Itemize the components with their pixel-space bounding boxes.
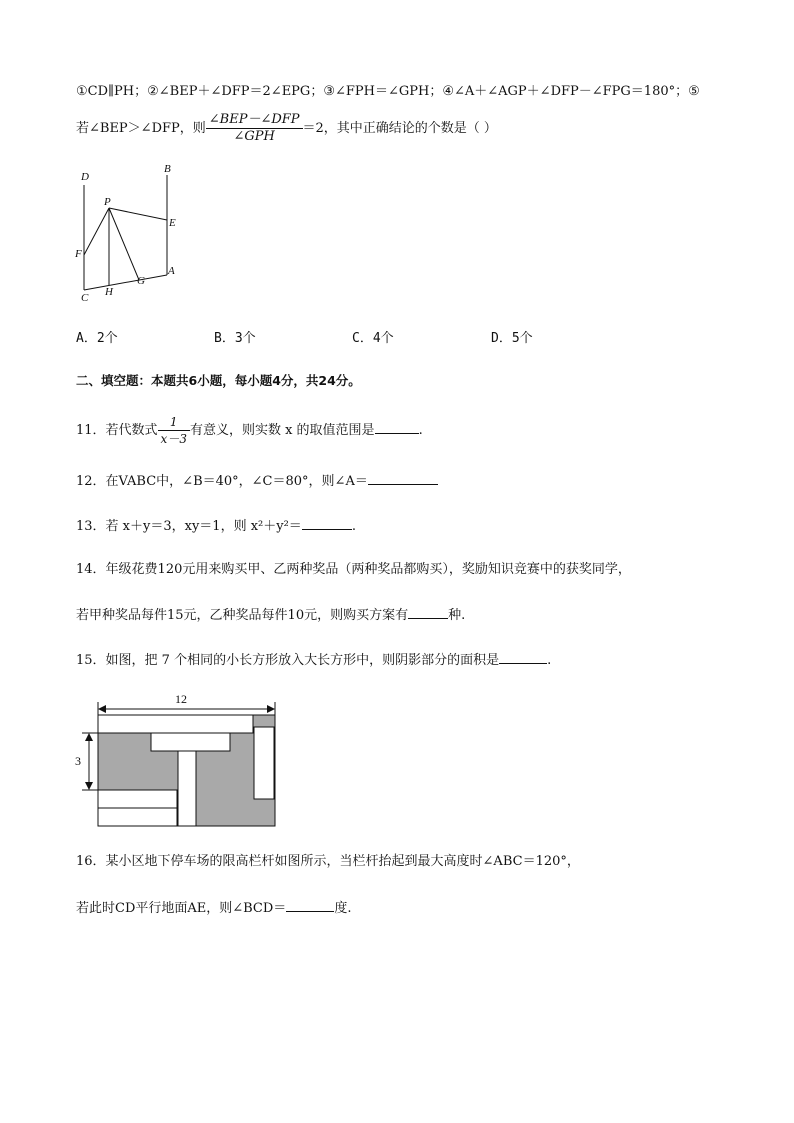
q10-statements: ①CD∥PH；②∠BEP＋∠DFP＝2∠EPG；③∠FPH＝∠GPH；④∠A＋∠AGP＋∠DFP－∠FPG＝180°；⑤ [76,84,700,99]
q10-conclusion-pre: 若∠BEP＞∠DFP，则 [76,121,206,136]
label-h: H [105,286,113,298]
q11-fraction-denominator: x－3 [160,432,187,446]
q14-line-2 [76,606,465,625]
q11-post: 有意义，则实数 x 的取值范围是 [189,423,375,438]
q16-line-2-pre: 若此时CD平行地面AE，则∠BCD＝ [76,901,287,916]
label-c: C [81,292,89,304]
q12-text: 12．在VABC中，∠B＝40°，∠C＝80°，则∠A＝ [76,474,368,489]
label-g: G [137,275,145,287]
small-rect-stem [178,751,196,826]
section-2-heading: 二、填空题：本题共6小题，每小题4分，共24分。 [76,373,361,388]
q16-line-2 [76,899,351,918]
q11-end: . [418,423,423,438]
label-f: F [75,248,82,260]
q12-line [76,472,438,491]
q13-line [76,517,356,536]
line-pe [109,208,167,220]
q10-fraction-denominator: ∠GPH [233,129,275,144]
q10-option-d[interactable]: D．5个 [491,331,533,346]
small-rect-right [254,727,274,799]
q10-option-a[interactable]: A．2个 [76,331,118,346]
q14-line-2-pre: 若甲种奖品每件15元，乙种奖品每件10元，则购买方案有 [76,608,409,623]
q11-answer-blank[interactable] [375,421,419,434]
q10-conclusion-post: ＝2，其中正确结论的个数是（ ） [302,121,497,136]
q14-line-2-post: 种. [448,608,466,623]
q16-line-2-post: 度. [334,901,352,916]
label-d: D [81,171,89,183]
q11-fraction-numerator: 1 [158,414,190,431]
q15-text: 15．如图，把 7 个相同的小长方形放入大长方形中，则阴影部分的面积是 [76,653,500,668]
q10-option-b[interactable]: B．3个 [214,331,256,346]
small-rect-t-bar [151,733,230,751]
q10-fraction [206,112,303,145]
q16-line-1: 16．某小区地下停车场的限高栏杆如图所示，当栏杆抬起到最大高度时∠ABC＝120°， [76,854,580,869]
q16-answer-blank[interactable] [286,899,334,912]
line-ca [84,275,167,290]
width-label: 12 [175,692,187,706]
small-rect-bottom-2 [98,808,177,826]
q11-line [76,413,423,449]
q14-answer-blank[interactable] [408,606,448,619]
q13-answer-blank[interactable] [302,517,352,530]
line-pg [109,208,139,280]
small-rect-top [98,715,253,733]
q15-end: . [547,653,552,668]
q10-geometry-figure [72,160,192,305]
q15-line [76,651,551,670]
label-p: P [104,196,111,208]
label-b: B [164,163,171,175]
q11-pre: 11．若代数式 [76,423,158,438]
q13-end: . [351,519,356,534]
q12-answer-blank[interactable] [368,472,438,485]
q14-line-1: 14．年级花费120元用来购买甲、乙两种奖品（两种奖品都购买），奖励知识竞赛中的获奖同学， [76,562,631,577]
q15-rectangle-figure [72,688,287,833]
label-e: E [169,217,176,229]
q13-text: 13．若 x＋y＝3，xy＝1，则 x²＋y²＝ [76,519,302,534]
line-pf [84,208,109,255]
q10-option-c[interactable]: C．4个 [352,331,394,346]
q10-statements-line [76,83,700,101]
q15-answer-blank[interactable] [499,651,547,664]
q10-fraction-numerator: ∠BEP－∠DFP [206,112,303,129]
small-rect-bottom-1 [98,790,177,808]
height-label: 3 [75,754,81,768]
label-a: A [168,265,175,277]
q10-conclusion-line [76,111,497,147]
q11-fraction [158,414,190,447]
